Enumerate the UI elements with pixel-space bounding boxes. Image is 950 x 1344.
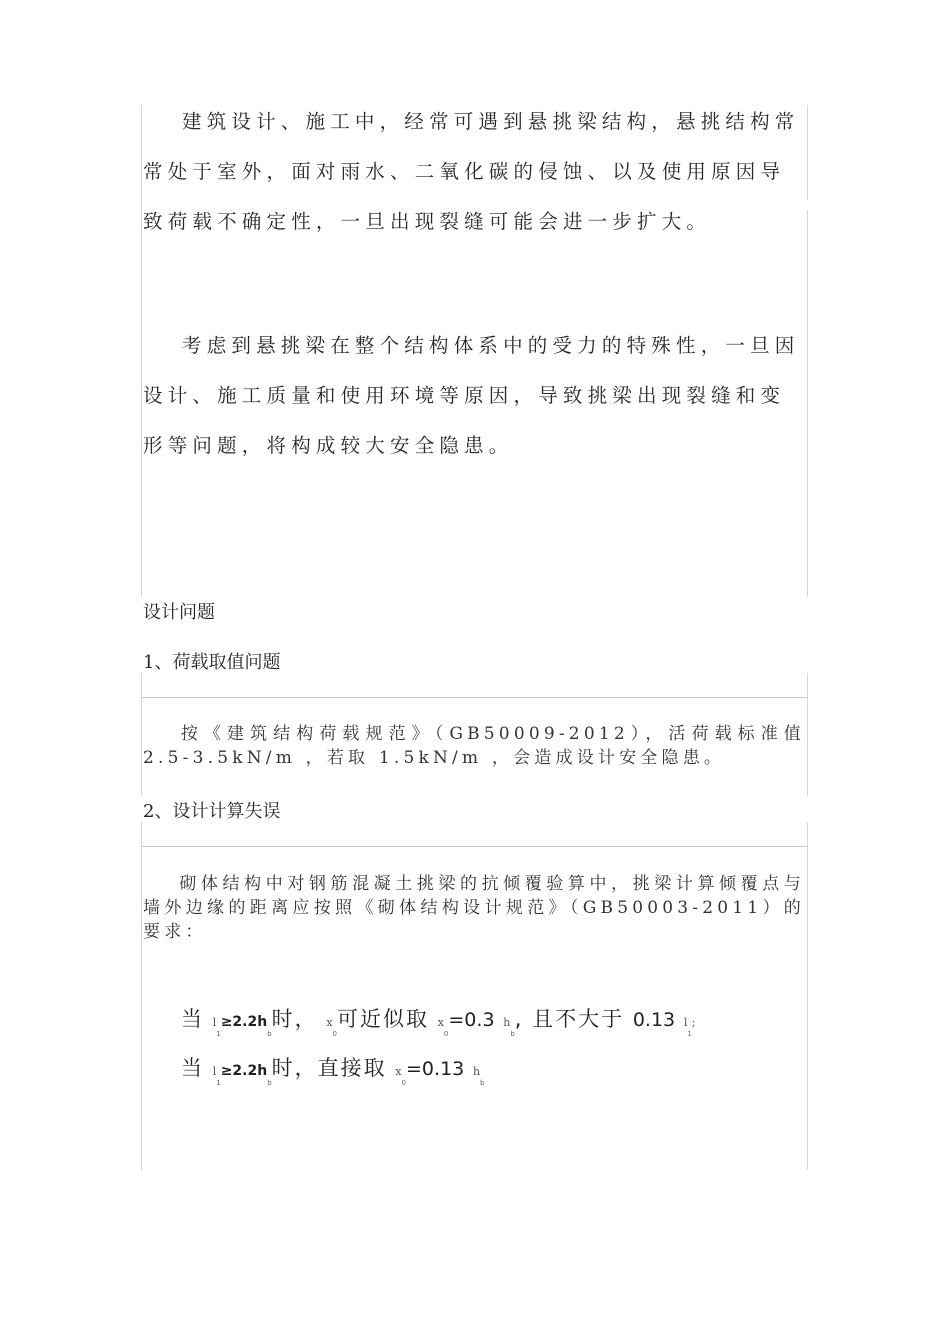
formula1-x-sub: 0 bbox=[332, 1030, 338, 1038]
left-border-1 bbox=[141, 105, 142, 597]
formula1-x: x bbox=[326, 1016, 333, 1029]
intro-paragraph bbox=[143, 97, 805, 247]
item1-text: 按《建筑结构荷载规范》（GB50009-2012），活荷载标准值2.5-3.5kN/m ，若取 1.5kN/m ，会造成设计安全隐患。 bbox=[143, 724, 805, 768]
right-border-3 bbox=[807, 822, 808, 1170]
divider-2 bbox=[141, 846, 808, 847]
item1-paragraph bbox=[143, 722, 805, 770]
formula2-h2-sub: b bbox=[480, 1079, 485, 1087]
formula-line-1 bbox=[181, 1003, 696, 1038]
risk-paragraph bbox=[143, 321, 805, 471]
formula2-h: h bbox=[472, 1065, 481, 1078]
formula2-h-sub: b bbox=[267, 1079, 272, 1087]
formula1-cond: ≥2.2h bbox=[220, 1014, 268, 1030]
left-border-2 bbox=[141, 673, 142, 796]
formula1-h-sub: b bbox=[267, 1030, 272, 1038]
formula2-x: x bbox=[395, 1065, 402, 1078]
intro-text: 建筑设计、施工中，经常可遇到悬挑梁结构，悬挑结构常常处于室外，面对雨水、二氧化碳的侵蚀、以及使用原因导致荷载不确定性，一旦出现裂缝可能会进一步扩大。 bbox=[143, 110, 800, 233]
item1-heading: 1、荷载取值问题 bbox=[143, 652, 281, 673]
formula1-limit: , 且不大于 bbox=[514, 1007, 625, 1031]
formula2-cond: ≥2.2h bbox=[220, 1063, 268, 1079]
right-border-1b bbox=[807, 210, 808, 597]
formula1-x2-sub: 0 bbox=[443, 1030, 449, 1038]
formula1-l-sub: 1 bbox=[216, 1030, 221, 1038]
formula1-l2: l bbox=[683, 1016, 688, 1029]
formula1-x2: x bbox=[437, 1016, 444, 1029]
formula2-l: l bbox=[212, 1065, 217, 1078]
risk-text: 考虑到悬挑梁在整个结构体系中的受力的特殊性，一旦因设计、施工质量和使用环境等原因，导致挑梁出现裂缝和变形等问题，将构成较大安全隐患。 bbox=[143, 334, 800, 457]
formula1-l2-sub: 1 bbox=[687, 1030, 692, 1038]
formula1-approx: 可近似取 bbox=[337, 1007, 430, 1031]
formula1-l: l bbox=[212, 1016, 217, 1029]
item2-text: 砌体结构中对钢筋混凝土挑梁的抗倾覆验算中，挑梁计算倾覆点与墙外边缘的距离应按照《砌体结构设计规范》（GB50003-2011）的要求： bbox=[143, 874, 805, 942]
right-border-1a bbox=[807, 105, 808, 200]
left-border-3 bbox=[141, 822, 142, 1170]
section-title: 设计问题 bbox=[143, 602, 215, 623]
item2-heading: 2、设计计算失误 bbox=[143, 801, 281, 822]
formula2-then: 时，直接取 bbox=[271, 1056, 387, 1080]
divider-1 bbox=[141, 697, 808, 698]
formula1-when: 当 bbox=[181, 1007, 204, 1031]
formula2-eq: =0.13 bbox=[406, 1058, 465, 1080]
item2-paragraph bbox=[143, 872, 805, 944]
formula2-l-sub: 1 bbox=[216, 1079, 221, 1087]
right-border-2 bbox=[807, 673, 808, 796]
formula1-then: 时， bbox=[271, 1007, 318, 1031]
formula1-h2-sub: b bbox=[510, 1030, 515, 1038]
formula1-val: 0.13 bbox=[632, 1009, 676, 1031]
formula2-when: 当 bbox=[181, 1056, 204, 1080]
formula1-end: ; bbox=[691, 1016, 696, 1029]
formula1-h: h bbox=[503, 1016, 511, 1029]
formula1-eq: =0.3 bbox=[448, 1009, 495, 1031]
formula2-x-sub: 0 bbox=[401, 1079, 407, 1087]
formula-line-2 bbox=[181, 1052, 484, 1087]
